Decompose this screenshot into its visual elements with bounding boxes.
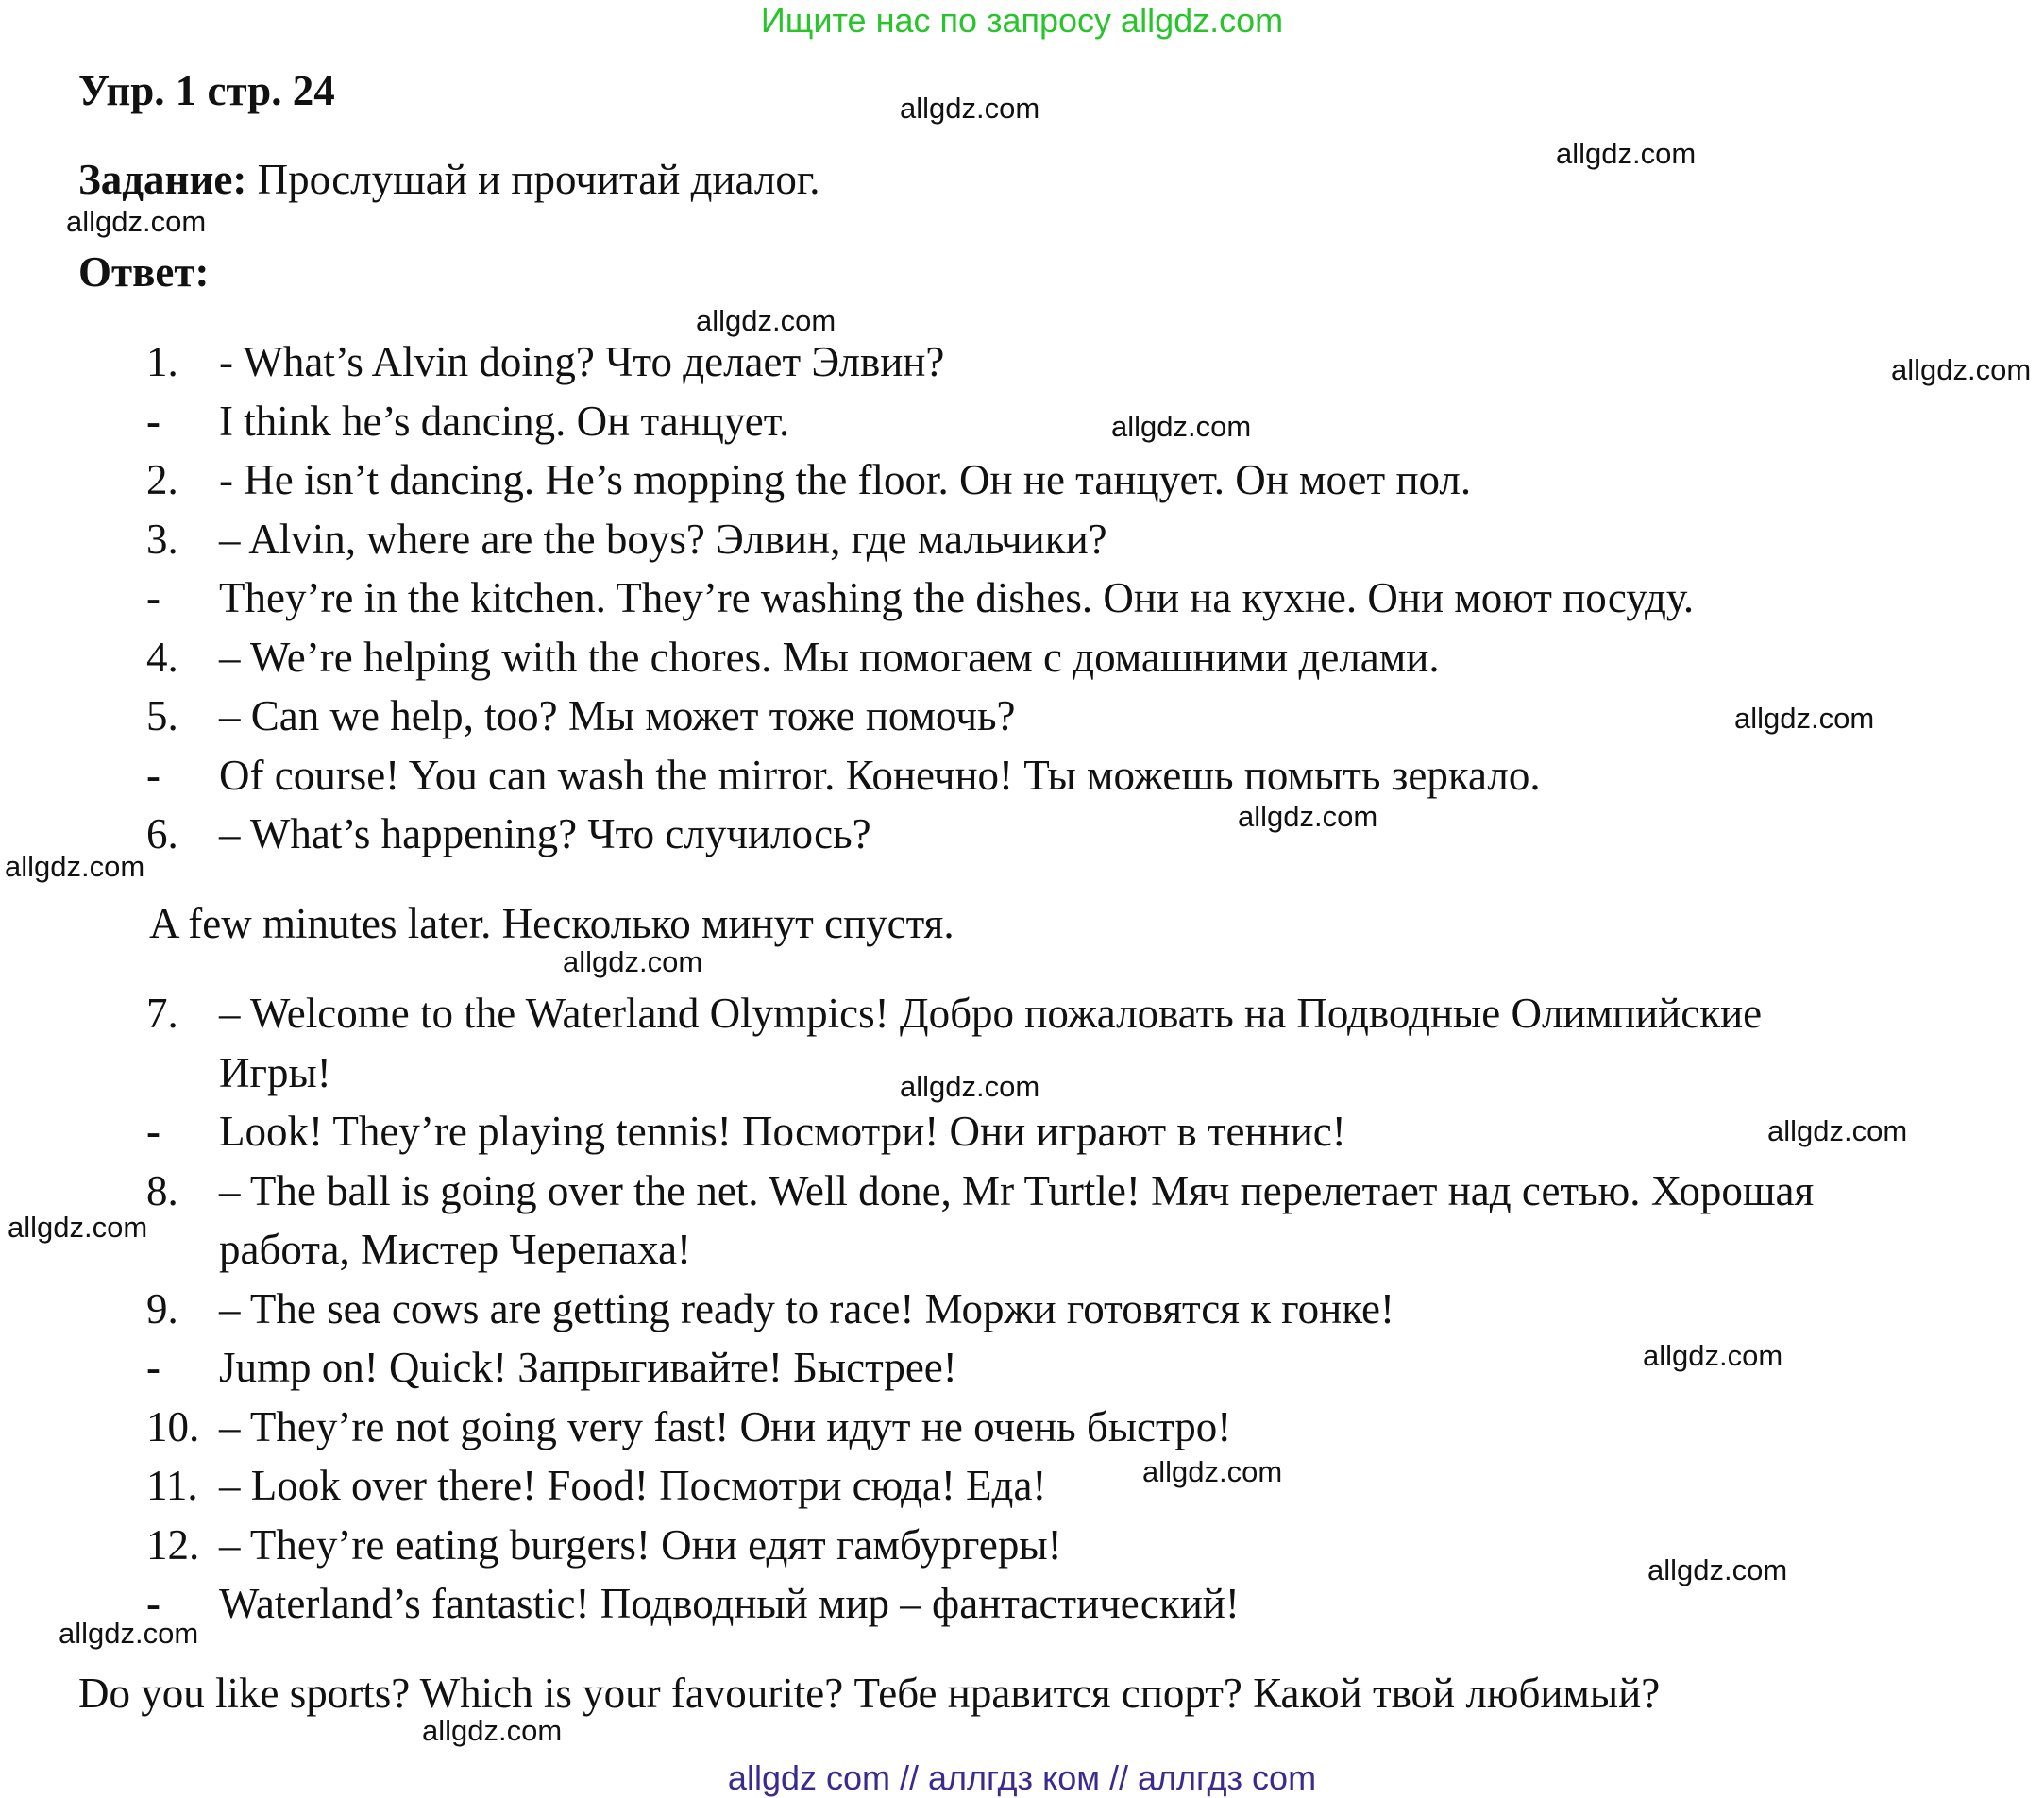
watermark: allgdz.com [1643,1339,1783,1372]
footer-banner: allgdz com // аллгдз ком // аллгдз com [727,1758,1317,1797]
dialogue-line: I think he’s dancing. Он танцует. [219,398,790,445]
task-label: Задание: [78,156,247,203]
watermark: allgdz.com [66,205,207,238]
dialogue-line: – The ball is going over the net. Well done, Mr Turtle! Мяч перелетает над сетью. Хорошая [219,1167,1815,1214]
dialogue-line-continuation: Игры! [219,1049,331,1096]
watermark: allgdz.com [422,1714,563,1747]
page-title: Упр. 1 стр. 24 [78,67,335,114]
answer-label: Ответ: [78,248,210,296]
line-marker: - [146,1108,160,1155]
dialogue-line: – They’re eating burgers! Они едят гамбургеры! [219,1521,1062,1569]
dialogue-line-continuation: работа, Мистер Черепаха! [219,1226,692,1273]
task-text: Прослушай и прочитай диалог. [246,156,820,203]
watermark: allgdz.com [900,92,1040,125]
dialogue-line: – Look over there! Food! Посмотри сюда! Еда! [219,1462,1047,1509]
line-marker: 9. [146,1285,178,1332]
watermark: allgdz.com [1891,353,2032,386]
watermark: allgdz.com [1142,1455,1283,1488]
watermark: allgdz.com [5,850,145,883]
watermark: allgdz.com [1556,137,1697,170]
line-marker: 6. [146,810,178,857]
line-marker: 5. [146,692,178,739]
closing-question: Do you like sports? Which is your favourite? Тебе нравится спорт? Какой твой любимый? [78,1670,1661,1717]
line-marker: - [146,574,160,621]
dialogue-line: - He isn’t dancing. He’s mopping the floor. Он не танцует. Он моет пол. [219,456,1472,503]
dialogue-line: – The sea cows are getting ready to race! Моржи готовятся к гонке! [219,1285,1394,1332]
line-marker: 8. [146,1167,178,1214]
line-marker: 3. [146,516,178,563]
line-marker: 4. [146,634,178,681]
dialogue-line: – Welcome to the Waterland Olympics! Добро пожаловать на Подводные Олимпийские [219,990,1763,1037]
dialogue-line: Look! They’re playing tennis! Посмотри! Они играют в теннис! [219,1108,1346,1155]
line-marker: - [146,398,160,445]
line-marker: 1. [146,338,178,385]
top-banner: Ищите нас по запросу allgdz.com [760,1,1284,40]
watermark: allgdz.com [1767,1114,1908,1147]
dialogue-line: – Alvin, where are the boys? Элвин, где мальчики? [219,516,1107,563]
line-marker: - [146,1580,160,1627]
watermark: allgdz.com [1734,702,1875,735]
line-marker: 11. [146,1462,198,1509]
line-marker: 12. [146,1521,200,1569]
dialogue-line: - What’s Alvin doing? Что делает Элвин? [219,338,945,385]
dialogue-line: – What’s happening? Что случилось? [219,810,871,857]
interlude: A few minutes later. Несколько минут спустя. [149,900,954,947]
watermark: allgdz.com [900,1070,1040,1103]
line-marker: - [146,752,160,799]
dialogue-line: – They’re not going very fast! Они идут не очень быстро! [219,1403,1232,1450]
watermark: allgdz.com [1647,1553,1788,1586]
dialogue-line: – We’re helping with the chores. Мы помогаем с домашними делами. [219,634,1440,681]
line-marker: 2. [146,456,178,503]
line-marker: - [146,1344,160,1391]
watermark: allgdz.com [563,945,703,978]
dialogue-line: Jump on! Quick! Запрыгивайте! Быстрее! [219,1344,957,1391]
dialogue-line: Of course! You can wash the mirror. Конечно! Ты можешь помыть зеркало. [219,752,1541,799]
watermark: allgdz.com [59,1617,199,1650]
watermark: allgdz.com [696,304,836,337]
dialogue-line: – Can we help, too? Мы может тоже помочь? [219,692,1016,739]
watermark: allgdz.com [1111,410,1252,443]
line-marker: 7. [146,990,178,1037]
line-marker: 10. [146,1403,200,1450]
dialogue-line: Waterland’s fantastic! Подводный мир – фантастический! [219,1580,1240,1627]
dialogue-line: They’re in the kitchen. They’re washing the dishes. Они на кухне. Они моют посуду. [219,574,1695,621]
watermark: allgdz.com [1238,800,1378,833]
watermark: allgdz.com [8,1211,148,1244]
task-line [78,155,820,204]
